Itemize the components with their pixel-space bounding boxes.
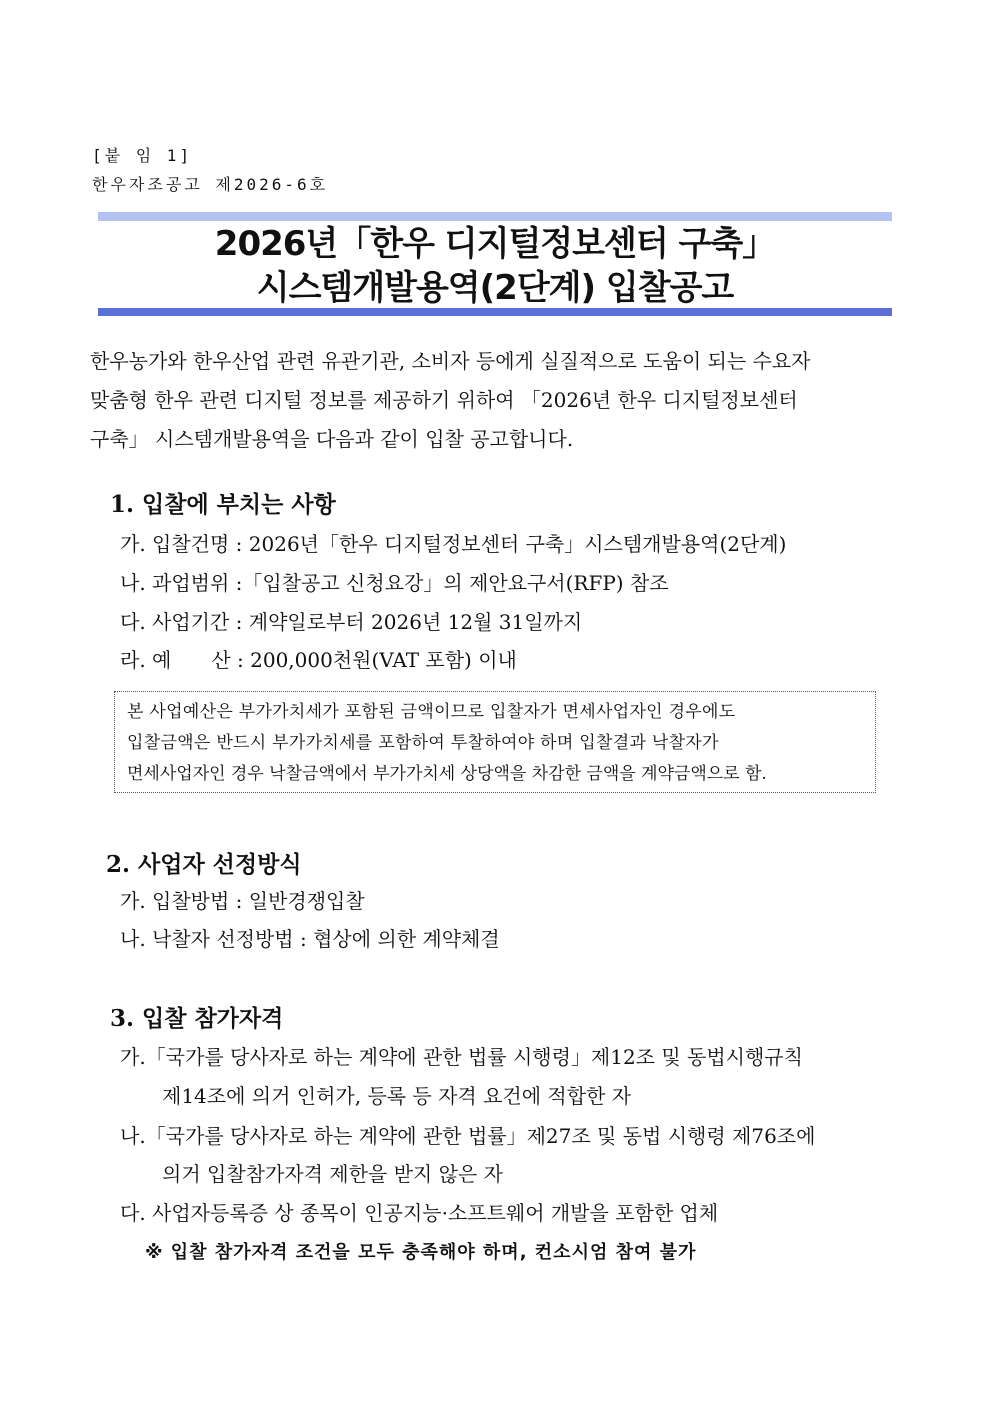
intro-line: 한우농가와 한우산업 관련 유관기관, 소비자 등에게 실질적으로 도움이 되는 수요자 xyxy=(90,349,811,373)
title-line-1: 2026년「한우 디지털정보센터 구축」 xyxy=(214,224,776,264)
document-title xyxy=(98,222,892,310)
section-3-heading: 3. 입찰 참가자격 xyxy=(110,1005,284,1032)
section-2-item: 가. 입찰방법 : 일반경쟁입찰 xyxy=(120,889,365,913)
attachment-label: [붙 임 1] xyxy=(92,146,193,165)
title-bottom-rule xyxy=(98,308,892,316)
section-1-item: 가. 입찰건명 : 2026년「한우 디지털정보센터 구축」시스템개발용역(2단계) xyxy=(120,532,787,556)
section-1-item: 나. 과업범위 :「입찰공고 신청요강」의 제안요구서(RFP) 참조 xyxy=(120,571,669,595)
note-line: 본 사업예산은 부가가치세가 포함된 금액이므로 입찰자가 면세사업자인 경우에도 xyxy=(127,702,736,722)
intro-line: 맞춤형 한우 관련 디지털 정보를 제공하기 위하여 「2026년 한우 디지털정보센터 xyxy=(90,388,798,412)
section-3-item: 가.「국가를 당사자로 하는 계약에 관한 법률 시행령」제12조 및 동법시행규칙 xyxy=(120,1045,803,1069)
section-3-item-continuation: 제14조에 의거 인허가, 등록 등 자격 요건에 적합한 자 xyxy=(162,1084,632,1108)
intro-paragraph xyxy=(90,342,902,459)
budget-note-box xyxy=(114,691,876,793)
section-3-item-continuation: 의거 입찰참가자격 제한을 받지 않은 자 xyxy=(162,1162,503,1186)
note-line: 입찰금액은 반드시 부가가치세를 포함하여 투찰하여야 하며 입찰결과 낙찰자가 xyxy=(127,733,719,753)
title-top-rule xyxy=(98,212,892,221)
section-2-heading: 2. 사업자 선정방식 xyxy=(106,851,302,878)
section-1-item: 라. 예 산 : 200,000천원(VAT 포함) 이내 xyxy=(120,648,517,672)
section-2-item: 나. 낙찰자 선정방법 : 협상에 의한 계약체결 xyxy=(120,927,500,951)
note-line: 면세사업자인 경우 낙찰금액에서 부가가치세 상당액을 차감한 금액을 계약금액으로 함. xyxy=(127,764,767,784)
section-1-item: 다. 사업기간 : 계약일로부터 2026년 12월 31일까지 xyxy=(120,610,583,634)
section-3-item: 다. 사업자등록증 상 종목이 인공지능·소프트웨어 개발을 포함한 업체 xyxy=(120,1201,719,1225)
eligibility-warning: ※ 입찰 참가자격 조건을 모두 충족해야 하며, 컨소시엄 참여 불가 xyxy=(145,1242,697,1263)
section-1-heading: 1. 입찰에 부치는 사항 xyxy=(110,491,336,518)
title-line-2: 시스템개발용역(2단계) 입찰공고 xyxy=(256,268,734,308)
notice-number: 한우자조공고 제2026-6호 xyxy=(92,175,329,194)
intro-line: 구축」 시스템개발용역을 다음과 같이 입찰 공고합니다. xyxy=(90,427,574,451)
section-3-item: 나.「국가를 당사자로 하는 계약에 관한 법률」제27조 및 동법 시행령 제76조에 xyxy=(120,1124,816,1148)
